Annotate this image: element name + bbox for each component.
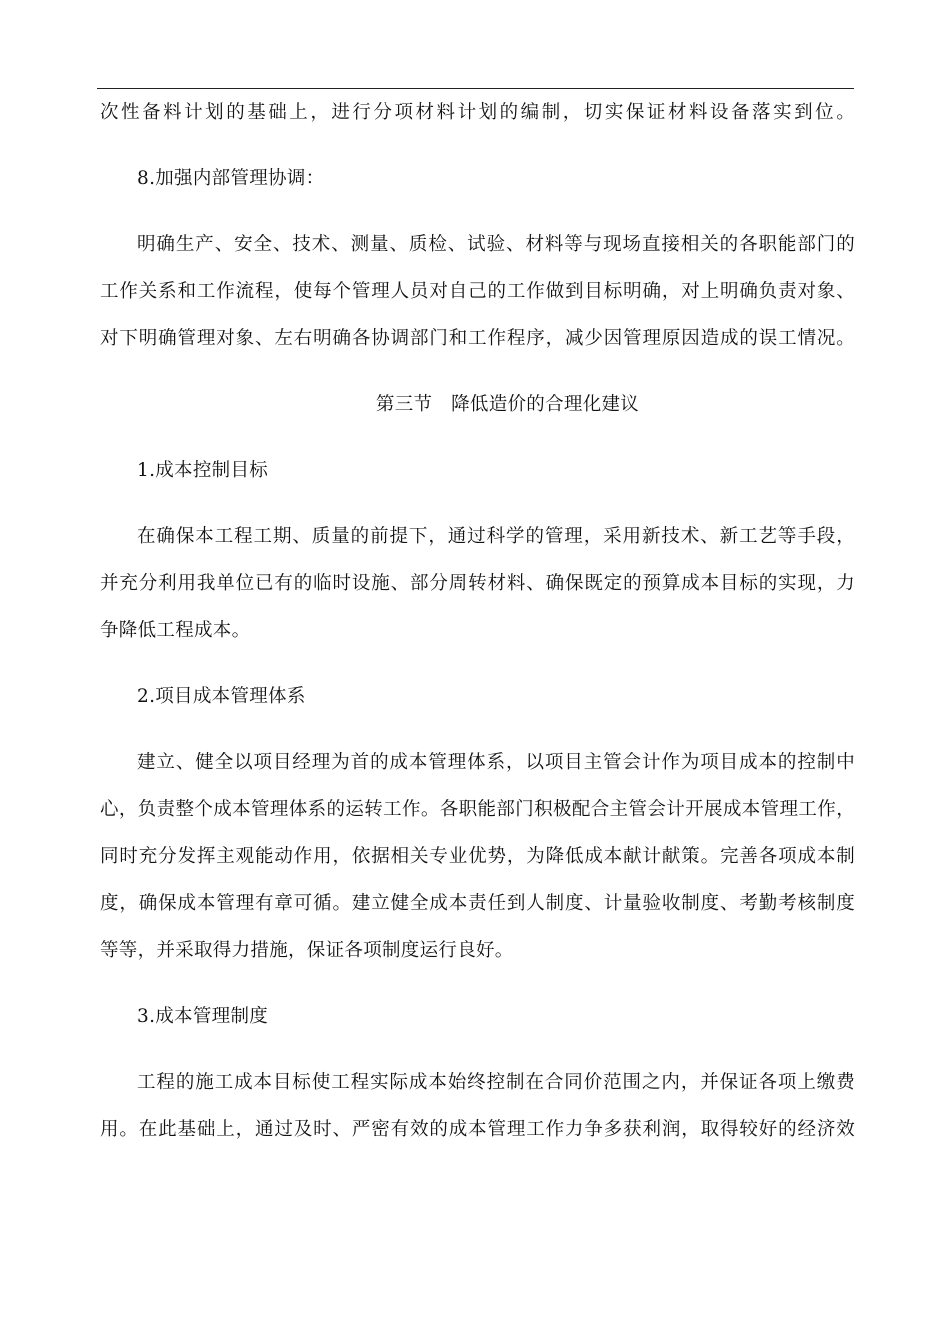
paragraph-line: 对下明确管理对象、左右明确各协调部门和工作程序，减少因管理原因造成的误工情况。 (100, 328, 855, 349)
subsection-heading-3: 3.成本管理制度 (137, 1006, 269, 1027)
section-title: 第三节 降低造价的合理化建议 (375, 394, 640, 415)
paragraph-line: 次性备料计划的基础上，进行分项材料计划的编制，切实保证材料设备落实到位。 (100, 102, 855, 123)
paragraph-line: 明确生产、安全、技术、测量、质检、试验、材料等与现场直接相关的各职能部门的 (137, 234, 855, 255)
paragraph-line: 工作关系和工作流程，使每个管理人员对自己的工作做到目标明确，对上明确负责对象、 (100, 281, 855, 302)
section-heading-8: 8.加强内部管理协调： (137, 168, 325, 189)
paragraph-line: 心，负责整个成本管理体系的运转工作。各职能部门积极配合主管会计开展成本管理工作， (100, 799, 855, 820)
paragraph-line: 度，确保成本管理有章可循。建立健全成本责任到人制度、计量验收制度、考勤考核制度 (100, 893, 855, 914)
subsection-heading-1: 1.成本控制目标 (137, 460, 269, 481)
header-rule (97, 88, 854, 89)
paragraph-line: 并充分利用我单位已有的临时设施、部分周转材料、确保既定的预算成本目标的实现，力 (100, 573, 855, 594)
paragraph-line: 等等，并采取得力措施，保证各项制度运行良好。 (100, 940, 514, 961)
paragraph-line: 工程的施工成本目标使工程实际成本始终控制在合同价范围之内，并保证各项上缴费 (137, 1072, 855, 1093)
paragraph-line: 建立、健全以项目经理为首的成本管理体系，以项目主管会计作为项目成本的控制中 (137, 752, 855, 773)
paragraph-line: 用。在此基础上，通过及时、严密有效的成本管理工作力争多获利润，取得较好的经济效 (100, 1119, 855, 1140)
paragraph-line: 同时充分发挥主观能动作用，依据相关专业优势，为降低成本献计献策。完善各项成本制 (100, 846, 855, 867)
subsection-heading-2: 2.项目成本管理体系 (137, 686, 306, 707)
document-body (100, 97, 855, 1146)
paragraph-line: 在确保本工程工期、质量的前提下，通过科学的管理，采用新技术、新工艺等手段， (137, 526, 855, 547)
paragraph-line: 争降低工程成本。 (100, 620, 251, 641)
